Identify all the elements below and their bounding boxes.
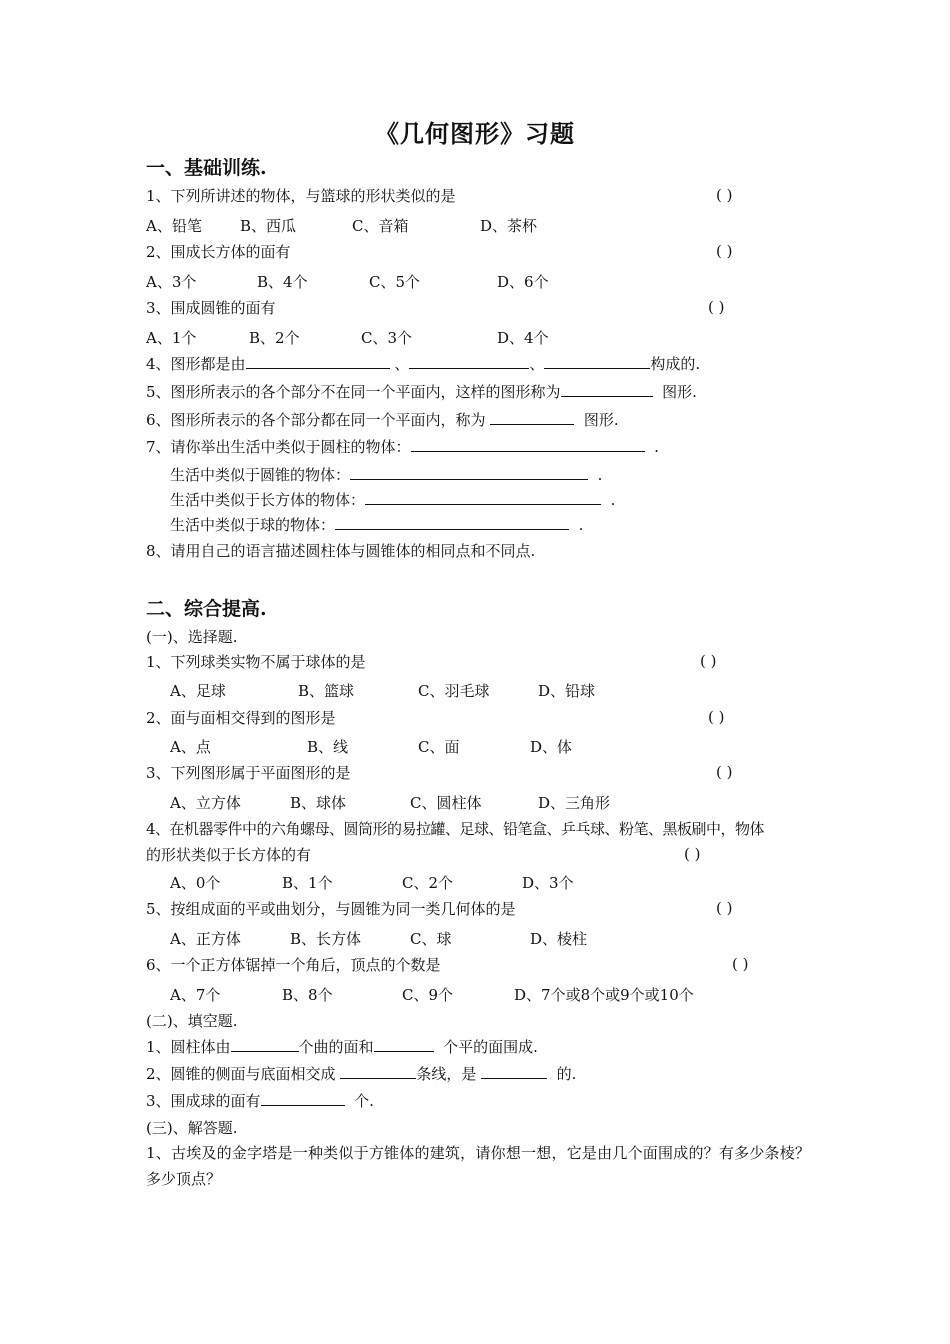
option-d: D、茶杯 [480, 217, 538, 235]
answer-bracket: ( ) [732, 955, 749, 973]
answer-blank[interactable] [409, 354, 529, 369]
option-b: B、篮球 [298, 682, 355, 700]
option-b: B、球体 [290, 794, 347, 812]
question-text: 构成的. [650, 355, 701, 373]
answer-blank[interactable] [246, 354, 390, 369]
question-text: 4、图形都是由 [146, 355, 246, 373]
option-b: B、线 [307, 738, 349, 756]
question-text: 2、圆锥的侧面与底面相交成 [146, 1065, 336, 1083]
option-a: A、1个 [146, 329, 197, 347]
subsection-answer: (三)、解答题. [146, 1119, 238, 1137]
question-text: 图形. [662, 383, 697, 401]
option-d: D、铅球 [538, 682, 596, 700]
answer-bracket: ( ) [700, 652, 717, 670]
separator: 、 [529, 355, 545, 373]
question-text: 7、请你举出生活中类似于圆柱的物体： [146, 438, 411, 456]
answer-blank[interactable] [561, 382, 653, 397]
option-b: B、长方体 [290, 930, 362, 948]
answer-blank[interactable] [544, 354, 650, 369]
option-b: B、西瓜 [240, 217, 297, 235]
question-7-cone [170, 465, 602, 485]
option-a: A、3个 [146, 273, 197, 291]
subsection-fill: (二)、填空题. [146, 1012, 238, 1030]
option-c: C、2个 [402, 874, 454, 892]
option-d: D、棱柱 [530, 930, 588, 948]
question-text: 的. [556, 1065, 577, 1083]
option-b: B、4个 [257, 273, 308, 291]
period: . [610, 491, 616, 509]
question-text: 个平的面围成. [443, 1038, 538, 1056]
option-b: B、8个 [282, 986, 333, 1004]
option-c: C、羽毛球 [418, 682, 490, 700]
option-c: C、5个 [369, 273, 421, 291]
answer-bracket: ( ) [708, 708, 725, 726]
answer-bracket: ( ) [708, 298, 725, 316]
question-text: 图形. [583, 411, 619, 429]
fill-question-2 [146, 1064, 576, 1084]
option-c: C、9个 [402, 986, 454, 1004]
choice-question-2: 2、面与面相交得到的图形是 [146, 709, 336, 727]
option-c: C、音箱 [352, 217, 409, 235]
period: . [654, 438, 659, 456]
question-text: 生活中类似于球的物体： [170, 516, 336, 534]
fill-question-1 [146, 1037, 538, 1057]
question-text: 5、图形所表示的各个部分不在同一个平面内，这样的图形称为 [146, 383, 561, 401]
choice-question-4-cont: 的形状类似于长方体的有 [146, 846, 312, 864]
answer-blank[interactable] [411, 437, 645, 452]
option-d: D、7个或8个或9个或10个 [514, 986, 694, 1004]
question-7-sphere [170, 515, 583, 535]
answer-bracket: ( ) [716, 242, 733, 260]
answer-blank[interactable] [374, 1037, 434, 1052]
option-a: A、正方体 [170, 930, 241, 948]
option-d: D、体 [530, 738, 573, 756]
answer-question-1: 1、古埃及的金字塔是一种类似于方锥体的建筑，请你想一想，它是由几个面围成的？有多少条棱？多少顶点？ [146, 1144, 810, 1188]
question-text: 6、图形所表示的各个部分都在同一个平面内，称为 [146, 411, 486, 429]
question-3: 3、围成圆锥的面有 [146, 299, 276, 317]
question-5 [146, 382, 697, 402]
fill-question-3 [146, 1091, 374, 1111]
option-c: C、圆柱体 [410, 794, 482, 812]
answer-blank[interactable] [350, 465, 588, 480]
option-b: B、2个 [249, 329, 300, 347]
answer-bracket: ( ) [716, 763, 733, 781]
answer-bracket: ( ) [684, 845, 701, 863]
question-2: 2、围成长方体的面有 [146, 243, 291, 261]
choice-question-5: 5、按组成面的平或曲划分，与圆锥为同一类几何体的是 [146, 900, 516, 918]
period: . [578, 516, 584, 534]
option-c: C、球 [410, 930, 452, 948]
question-text: 条线，是 [416, 1065, 477, 1083]
option-a: A、7个 [170, 986, 221, 1004]
question-text: 生活中类似于圆锥的物体： [170, 466, 351, 484]
question-text: 1、圆柱体由 [146, 1038, 231, 1056]
question-1: 1、下列所讲述的物体，与篮球的形状类似的是 [146, 187, 456, 205]
question-text: 3、围成球的面有 [146, 1092, 261, 1110]
question-text: 生活中类似于长方体的物体： [170, 491, 366, 509]
option-a: A、点 [170, 738, 211, 756]
answer-blank[interactable] [335, 515, 569, 530]
choice-question-6: 6、一个正方体锯掉一个角后，顶点的个数是 [146, 956, 441, 974]
answer-bracket: ( ) [716, 186, 733, 204]
choice-question-1: 1、下列球类实物不属于球体的是 [146, 653, 366, 671]
answer-bracket: ( ) [716, 899, 733, 917]
period: . [597, 466, 603, 484]
option-b: B、1个 [282, 874, 333, 892]
separator: 、 [394, 355, 410, 373]
option-c: C、3个 [361, 329, 413, 347]
option-a: A、铅笔 [146, 217, 202, 235]
question-7 [146, 437, 659, 457]
answer-blank[interactable] [365, 490, 601, 505]
choice-question-4: 4、在机器零件中的六角螺母、圆筒形的易拉罐、足球、铅笔盒、乒乓球、粉笔、黑板刷中，物体 [146, 820, 765, 838]
answer-blank[interactable] [231, 1037, 299, 1052]
question-4 [146, 354, 700, 374]
option-a: A、立方体 [170, 794, 241, 812]
section-heading-basic: 一、基础训练. [146, 157, 267, 179]
question-text: 个曲的面和 [298, 1038, 374, 1056]
question-8: 8、请用自己的语言描述圆柱体与圆锥体的相同点和不同点. [146, 542, 536, 560]
page-title: 《几何图形》习题 [375, 119, 575, 148]
answer-blank[interactable] [340, 1064, 416, 1079]
option-a: A、0个 [170, 874, 221, 892]
choice-question-3: 3、下列图形属于平面图形的是 [146, 764, 351, 782]
option-d: D、6个 [497, 273, 549, 291]
question-6 [146, 410, 619, 430]
question-text: 个. [354, 1092, 374, 1110]
answer-blank[interactable] [481, 1064, 547, 1079]
subsection-choice: (一)、选择题. [146, 628, 238, 646]
option-d: D、4个 [497, 329, 549, 347]
option-d: D、3个 [522, 874, 574, 892]
answer-blank[interactable] [261, 1091, 345, 1106]
answer-blank[interactable] [490, 410, 574, 425]
option-d: D、三角形 [538, 794, 611, 812]
section-heading-advanced: 二、综合提高. [146, 598, 267, 620]
option-a: A、足球 [170, 682, 226, 700]
option-c: C、面 [418, 738, 460, 756]
question-7-cuboid [170, 490, 615, 510]
